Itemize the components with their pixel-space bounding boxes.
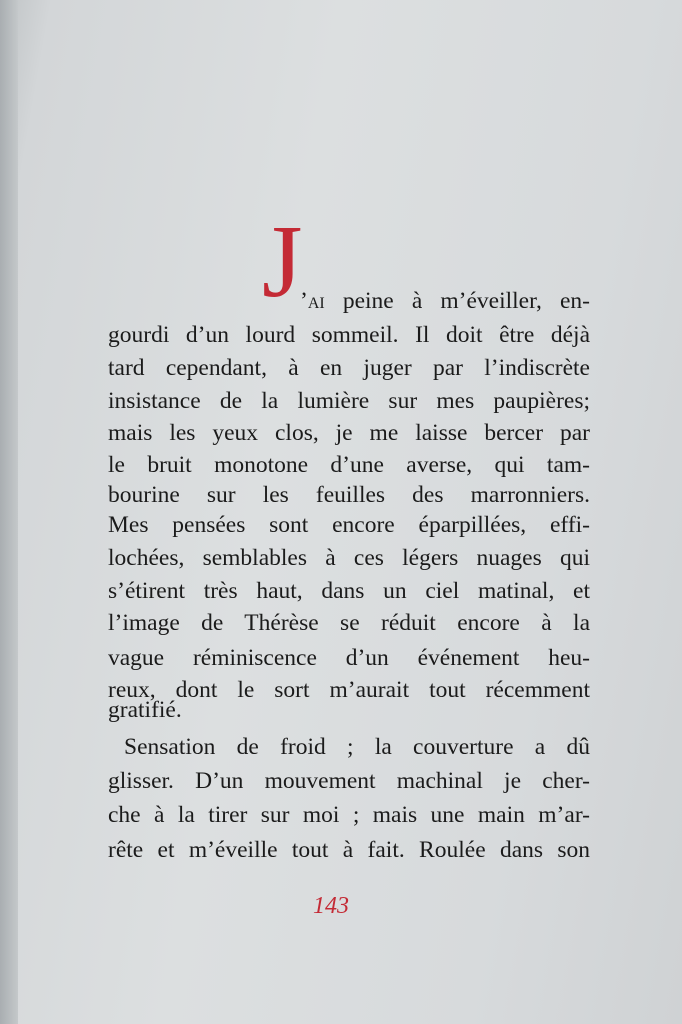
- text-line: Mes pensées sont encore éparpillées, effi-: [108, 512, 590, 538]
- text-line: rête et m’éveille tout à fait. Roulée dans son: [108, 837, 590, 863]
- text-line: reux, dont le sort m’aurait tout récemment: [108, 677, 590, 703]
- drop-cap: J: [262, 204, 303, 319]
- page-gutter-shadow: [0, 0, 18, 1024]
- text-line: mais les yeux clos, je me laisse bercer par: [108, 420, 590, 446]
- text-line: l’image de Thérèse se réduit encore à la: [108, 610, 590, 636]
- first-line: [300, 286, 590, 316]
- page-number: 143: [313, 893, 349, 919]
- text-line: gourdi d’un lourd sommeil. Il doit être déjà: [108, 322, 590, 348]
- text-line: tard cependant, à en juger par l’indiscrète: [108, 355, 590, 381]
- text-line: lochées, semblables à ces légers nuages qui: [108, 545, 590, 571]
- text-line: che à la tirer sur moi ; mais une main m’ar-: [108, 802, 590, 828]
- text-line: gratifié.: [108, 697, 182, 723]
- text-line: Sensation de froid ; la couverture a dû: [124, 734, 590, 760]
- text-line: insistance de la lumière sur mes paupières;: [108, 388, 590, 414]
- text-line: vague réminiscence d’un événement heu-: [108, 645, 590, 671]
- text-line: le bruit monotone d’une averse, qui tam-: [108, 452, 590, 478]
- first-line-small-caps: ’ai: [300, 288, 325, 314]
- text-line: glisser. D’un mouvement machinal je cher-: [108, 768, 590, 794]
- first-line-text: peine à m’éveiller, en-: [324, 288, 590, 314]
- text-line: s’étirent très haut, dans un ciel matinal, et: [108, 578, 590, 604]
- text-line: bourine sur les feuilles des marronniers.: [108, 482, 590, 508]
